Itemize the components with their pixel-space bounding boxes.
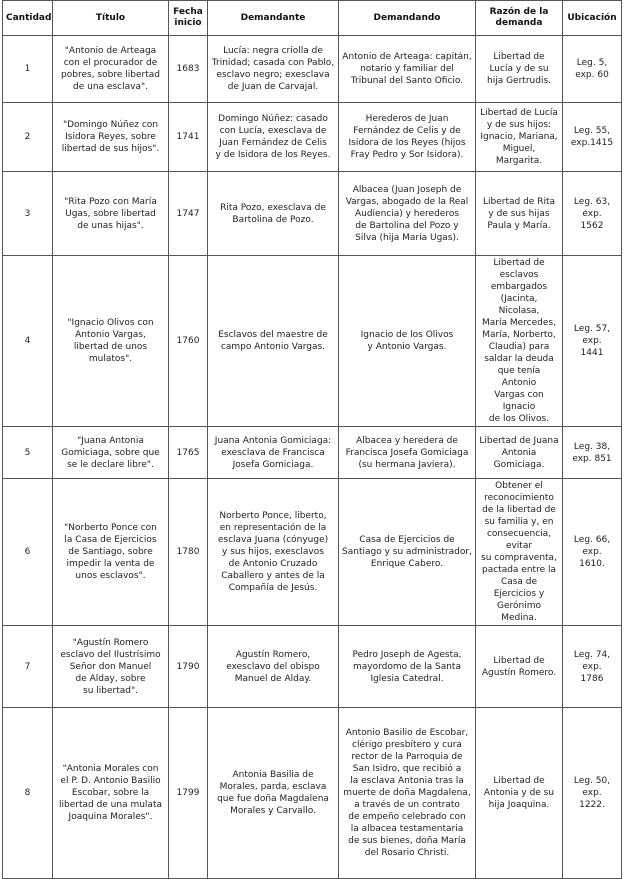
cell-demandando: Albacea y heredera de Francisca Josefa Gomiciaga (su hermana Javiera). <box>339 427 476 479</box>
cell-ubicacion: Leg. 55, exp.1415 <box>563 103 622 172</box>
table-row <box>3 479 622 626</box>
header-razon: Razón de la demanda <box>476 1 563 36</box>
cell-demandando: Herederos de Juan Fernández de Celis y de Isidora de los Reyes (hijos Fray Pedro y Sor Isidora). <box>339 103 476 172</box>
cell-fecha: 1765 <box>169 427 208 479</box>
cell-razon: Libertad de Agustín Romero. <box>476 626 563 708</box>
cell-titulo: "Antonia Morales con el P. D. Antonio Basilio Escobar, sobre la libertad de una mulata Joaquina Morales". <box>53 708 169 879</box>
cell-ubicacion: Leg. 57, exp. 1441 <box>563 256 622 427</box>
cell-titulo: "Ignacio Olivos con Antonio Vargas, libertad de unos mulatos". <box>53 256 169 427</box>
cell-fecha: 1790 <box>169 626 208 708</box>
cell-cantidad: 1 <box>3 36 53 103</box>
cell-titulo: "Juana Antonia Gomiciaga, sobre que se le declare libre". <box>53 427 169 479</box>
cell-ubicacion: Leg. 63, exp. 1562 <box>563 172 622 256</box>
cell-ubicacion: Leg. 50, exp. 1222. <box>563 708 622 879</box>
cell-titulo: "Norberto Ponce con la Casa de Ejercicios de Santiago, sobre impedir la venta de unos esclavos". <box>53 479 169 626</box>
cell-cantidad: 3 <box>3 172 53 256</box>
cell-demandante: Norberto Ponce, liberto, en representación de la esclava Juana (cónyuge) y sus hijos, exesclavos de Antonio Cruzado Caballero y antes de la Compañía de Jesús. <box>208 479 339 626</box>
cell-ubicacion: Leg. 5, exp. 60 <box>563 36 622 103</box>
cell-razon: Libertad de Lucía y de su hija Gertrudis. <box>476 36 563 103</box>
cell-cantidad: 7 <box>3 626 53 708</box>
cell-razon: Libertad de Juana Antonia Gomiciaga. <box>476 427 563 479</box>
cell-demandante: Rita Pozo, exesclava de Bartolina de Pozo. <box>208 172 339 256</box>
cell-demandante: Domingo Núñez: casado con Lucía, exesclava de Juan Fernández de Celis y de Isidora de los Reyes. <box>208 103 339 172</box>
header-fecha: Fecha inicio <box>169 1 208 36</box>
cell-titulo: "Agustín Romero esclavo del Ilustrísimo Señor don Manuel de Alday, sobre su libertad". <box>53 626 169 708</box>
cell-cantidad: 4 <box>3 256 53 427</box>
cell-demandante: Lucía: negra criolla de Trinidad; casada con Pablo, esclavo negro; exesclava de Juan de Carvajal. <box>208 36 339 103</box>
header-row <box>3 1 622 36</box>
cell-fecha: 1780 <box>169 479 208 626</box>
cell-demandante: Agustín Romero, exesclavo del obispo Manuel de Alday. <box>208 626 339 708</box>
cell-fecha: 1760 <box>169 256 208 427</box>
cell-razon: Obtener el reconocimiento de la libertad de su familia y, en consecuencia, evitar su compraventa, pactada entre la Casa de Ejercicios y Gerónimo Medina. <box>476 479 563 626</box>
header-demandante: Demandante <box>208 1 339 36</box>
header-ubicacion: Ubicación <box>563 1 622 36</box>
cell-ubicacion: Leg. 38, exp. 851 <box>563 427 622 479</box>
cell-demandante: Antonia Basilia de Morales, parda, esclava que fue doña Magdalena Morales y Carvallo. <box>208 708 339 879</box>
cell-ubicacion: Leg. 74, exp. 1786 <box>563 626 622 708</box>
cell-cantidad: 5 <box>3 427 53 479</box>
header-demandando: Demandando <box>339 1 476 36</box>
cell-demandante: Juana Antonia Gomiciaga: exesclava de Francisca Josefa Gomiciaga. <box>208 427 339 479</box>
table-row <box>3 103 622 172</box>
court-cases-table <box>2 0 622 879</box>
cell-demandando: Antonio Basilio de Escobar, clérigo presbítero y cura rector de la Parroquia de San Isidro, que recibió a la esclava Antonia tras la muerte de doña Magdalena, a través de un contrato de empeño celebrado con la albacea testamentaria de sus bienes, doña María del Rosario Christi. <box>339 708 476 879</box>
cell-razon: Libertad de Antonia y de su hija Joaquina. <box>476 708 563 879</box>
cell-titulo: "Domingo Núñez con Isidora Reyes, sobre libertad de sus hijos". <box>53 103 169 172</box>
table-row <box>3 256 622 427</box>
table-row <box>3 172 622 256</box>
cell-ubicacion: Leg. 66, exp. 1610. <box>563 479 622 626</box>
table-row <box>3 36 622 103</box>
cell-demandando: Pedro Joseph de Agesta, mayordomo de la Santa Iglesia Catedral. <box>339 626 476 708</box>
cell-cantidad: 6 <box>3 479 53 626</box>
cell-demandando: Antonio de Arteaga: capitán, notario y familiar del Tribunal del Santo Oficio. <box>339 36 476 103</box>
cell-titulo: "Rita Pozo con María Ugas, sobre libertad de unas hijas". <box>53 172 169 256</box>
cell-razon: Libertad de Rita y de sus hijas Paula y María. <box>476 172 563 256</box>
cell-demandante: Esclavos del maestre de campo Antonio Vargas. <box>208 256 339 427</box>
cell-demandando: Casa de Ejercicios de Santiago y su administrador, Enrique Cabero. <box>339 479 476 626</box>
cell-cantidad: 8 <box>3 708 53 879</box>
cell-titulo: "Antonio de Arteaga con el procurador de pobres, sobre libertad de una esclava". <box>53 36 169 103</box>
cell-demandando: Albacea (Juan Joseph de Vargas, abogado de la Real Audiencia) y herederos de Bartolina del Pozo y Silva (hija María Ugas). <box>339 172 476 256</box>
table-row <box>3 626 622 708</box>
cell-razon: Libertad de esclavos embargados (Jacinta, Nicolasa, María Mercedes, María, Norberto, Claudia) para saldar la deuda que tenía Antonio Vargas con Ignacio de los Olivos. <box>476 256 563 427</box>
cell-fecha: 1799 <box>169 708 208 879</box>
cell-demandando: Ignacio de los Olivos y Antonio Vargas. <box>339 256 476 427</box>
header-cantidad: Cantidad <box>3 1 53 36</box>
cell-fecha: 1741 <box>169 103 208 172</box>
cell-razon: Libertad de Lucía y de sus hijos: Ignacio, Mariana, Miguel, Margarita. <box>476 103 563 172</box>
header-titulo: Título <box>53 1 169 36</box>
cell-fecha: 1747 <box>169 172 208 256</box>
table-row <box>3 708 622 879</box>
cell-cantidad: 2 <box>3 103 53 172</box>
cell-fecha: 1683 <box>169 36 208 103</box>
table-row <box>3 427 622 479</box>
